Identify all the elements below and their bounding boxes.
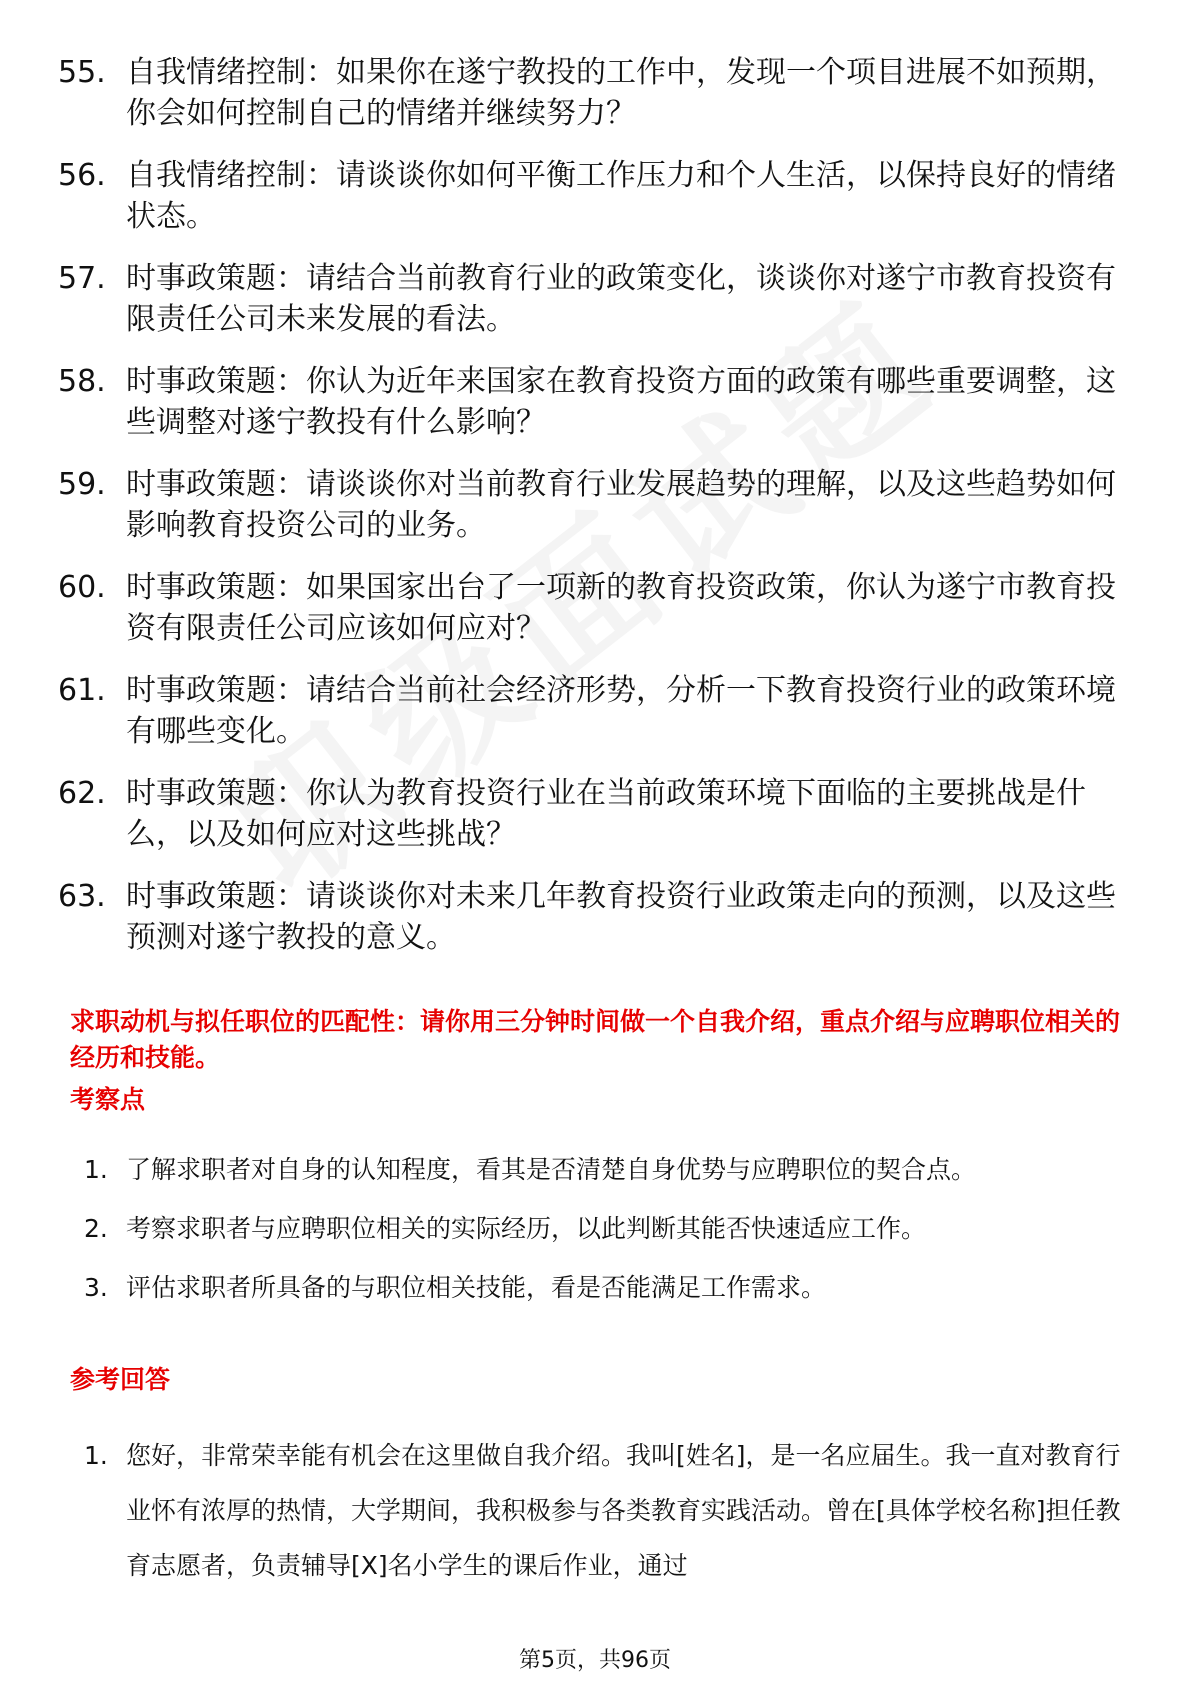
list-item-number: 3. — [84, 1273, 108, 1302]
question-text: 自我情绪控制：请谈谈你如何平衡工作压力和个人生活，以保持良好的情绪状态。 — [126, 158, 1116, 234]
key-points-list — [84, 1152, 1134, 1306]
question-number: 60. — [58, 570, 106, 605]
list-item-number: 1. — [84, 1155, 108, 1184]
question-item — [58, 567, 1128, 649]
question-text: 时事政策题：你认为教育投资行业在当前政策环境下面临的主要挑战是什么，以及如何应对这些挑战？ — [126, 776, 1086, 852]
list-item-text: 了解求职者对自身的认知程度，看其是否清楚自身优势与应聘职位的契合点。 — [126, 1155, 977, 1184]
section-title-key-points: 考察点 — [70, 1085, 146, 1114]
question-item — [58, 464, 1128, 546]
question-item — [58, 52, 1128, 134]
question-number: 57. — [58, 261, 106, 296]
question-text: 自我情绪控制：如果你在遂宁教投的工作中，发现一个项目进展不如预期，你会如何控制自己的情绪并继续努力？ — [126, 55, 1116, 131]
list-item-number: 2. — [84, 1214, 108, 1243]
question-text: 时事政策题：请结合当前社会经济形势，分析一下教育投资行业的政策环境有哪些变化。 — [126, 673, 1116, 749]
question-text: 时事政策题：如果国家出台了一项新的教育投资政策，你认为遂宁市教育投资有限责任公司应该如何应对？ — [126, 570, 1116, 646]
list-item-text: 评估求职者所具备的与职位相关技能，看是否能满足工作需求。 — [126, 1273, 827, 1302]
section-title-reference-answer: 参考回答 — [70, 1365, 171, 1394]
question-item — [58, 155, 1128, 237]
question-number: 58. — [58, 364, 106, 399]
question-item — [58, 876, 1128, 958]
question-text: 时事政策题：请谈谈你对当前教育行业发展趋势的理解，以及这些趋势如何影响教育投资公司的业务。 — [126, 467, 1116, 543]
list-item-text: 考察求职者与应聘职位相关的实际经历，以此判断其能否快速适应工作。 — [126, 1214, 927, 1243]
list-item — [84, 1270, 1134, 1306]
question-text: 时事政策题：请结合当前教育行业的政策变化，谈谈你对遂宁市教育投资有限责任公司未来发展的看法。 — [126, 261, 1116, 337]
question-list — [58, 52, 1128, 979]
question-number: 62. — [58, 776, 106, 811]
question-item — [58, 773, 1128, 855]
question-item — [58, 258, 1128, 340]
reference-answer-list — [84, 1428, 1134, 1593]
list-item — [84, 1152, 1134, 1188]
question-number: 61. — [58, 673, 106, 708]
list-item-number: 1. — [84, 1441, 108, 1470]
question-number: 56. — [58, 158, 106, 193]
list-item — [84, 1428, 1134, 1593]
question-text: 时事政策题：请谈谈你对未来几年教育投资行业政策走向的预测，以及这些预测对遂宁教投的意义。 — [126, 879, 1116, 955]
page-footer: 第5页，共96页 — [519, 1648, 671, 1673]
question-number: 59. — [58, 467, 106, 502]
question-number: 55. — [58, 55, 106, 90]
question-text: 时事政策题：你认为近年来国家在教育投资方面的政策有哪些重要调整，这些调整对遂宁教投有什么影响？ — [126, 364, 1116, 440]
question-item — [58, 361, 1128, 443]
list-item-text: 您好，非常荣幸能有机会在这里做自我介绍。我叫[姓名]，是一名应届生。我一直对教育行业怀有浓厚的热情，大学期间，我积极参与各类教育实践活动。曾在[具体学校名称]担任教育志愿者，负责辅导[X]名小学生的课后作业，通过 — [126, 1441, 1121, 1580]
question-item — [58, 670, 1128, 752]
list-item — [84, 1211, 1134, 1247]
highlighted-question: 求职动机与拟任职位的匹配性：请你用三分钟时间做一个自我介绍，重点介绍与应聘职位相关的经历和技能。 — [70, 1007, 1121, 1072]
question-number: 63. — [58, 879, 106, 914]
